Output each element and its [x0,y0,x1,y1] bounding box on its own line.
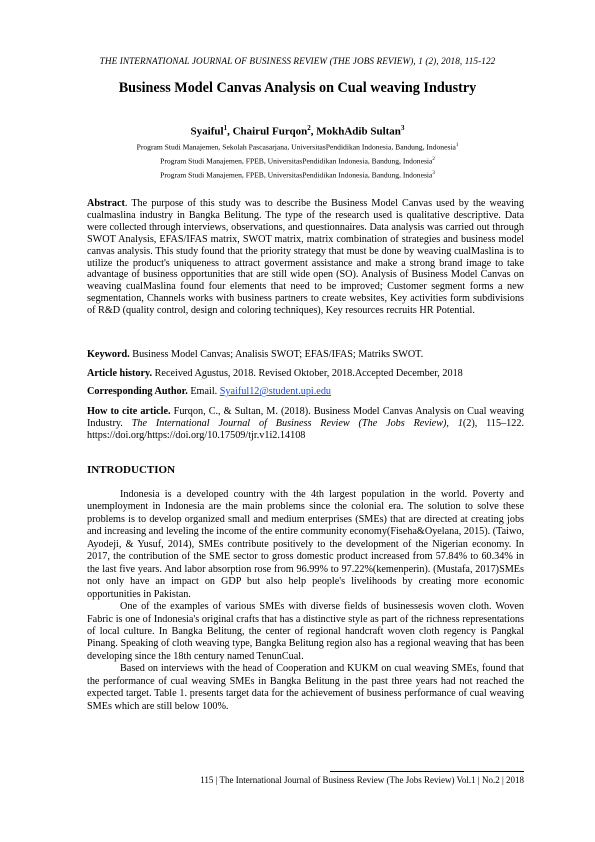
author-affil-marker: 1 [223,124,228,132]
affiliation-marker: 1 [455,143,459,148]
section-heading: INTRODUCTION [87,464,176,476]
body-paragraph: Based on interviews with the head of Cooperation and KUKM on cual weaving SMEs, found that the performance of cual weaving SMEs in Bangka Belitung in the past three years had not reached the expected target. Table 1. presents target data for the achievement of business performance of cual weaving SMEs which are still below 100%. [87,663,524,712]
corresponding-label: Corresponding Author. [87,386,188,397]
paper-title: Business Model Canvas Analysis on Cual weaving Industry [118,80,477,96]
author-separator: , [310,125,317,138]
keyword-label: Keyword. [87,349,130,360]
cite-text: Furqon, C., & Sultan, M. (2018). Business Model Canvas Analysis on Cual weaving Industry. [87,406,524,429]
affiliation [0,168,595,182]
body-paragraph: Indonesia is a developed country with the 4th largest population in the world. Poverty and unemployment in Indonesia are the main problems since the colonial era. The solution to solve these problems is to develop organized small and medium enterprises (SMEs) that are directed at creating jobs and increasing and leveling the income of the entire community economy(Fiseha&Oyelana, 2015). (Taiwo, Ayodeji, & Yusuf, 2014), SMEs contribute positively to the development of the Nigerian economy. In 2017, the contribution of the SME sector to gross domestic product increased from 57.84% to 60.34% in the last five years. And labor absorption rose from 96.99% to 97.22%(kemenperin). (Mustafa, 2017)SMEs not only have an impact on GDP but also help people's livelihoods by creating more economic opportunities in Pakistan. [87,489,524,600]
abstract-text: . The purpose of this study was to describe the Business Model Canvas used by the weaving cualmaslina industry in Bangka Belitung. The type of the research used is qualitative descriptive. Data were collected through interviews, observations, and questionnaires. Data analysis was carried out through SWOT Analysis, EFAS/IFAS matrix, SWOT matrix, matrix combination of strategies and business model canvas analysis. This study found that the priority strategy that must be done by weaving cualMaslina is to utilize the product's uniqueness to attract goverment assistance and make a strong brand image to take advantage of business opportunities that are still wide open (SO). Analysis of Business Model Canvas on weaving cualMaslina found four elements that need to be improved; Customer segment forms a new segmentation, Channels works with business partners to create websites, Key activities form subdivisions of R&D (quality control, design and coloring techniques), Key resources recruits HR Potential. [87,198,524,317]
cite-label: How to cite article. [87,406,171,417]
affiliation-text: Program Studi Manajemen, FPEB, UniversitasPendidikan Indonesia, Bandung, Indonesia [160,170,433,180]
affiliation [0,154,595,168]
article-history [87,368,524,380]
keyword-text: Business Model Canvas; Analisis SWOT; EFAS/IFAS; Matriks SWOT. [129,349,424,360]
author-name: Chairul Furqon [232,125,308,138]
affiliation-marker: 3 [432,170,435,176]
affiliation [0,140,595,154]
journal-header: THE INTERNATIONAL JOURNAL OF BUSINESS REVIEW (THE JOBS REVIEW), 1 (2), 2018, 115-122 [99,56,496,66]
page-footer: 115 | The International Journal of Business Review (The Jobs Review) Vol.1 | No.2 | 2018 [200,775,524,785]
author-affil-marker: 3 [400,124,405,132]
footer-rule [330,771,524,772]
abstract-label: Abstract [87,198,125,209]
author-name: Syaiful [190,125,224,138]
author-list [0,124,595,138]
affiliation-marker: 2 [432,156,435,162]
affiliation-text: Program Studi Manajemen, FPEB, UniversitasPendidikan Indonesia, Bandung, Indonesia [160,156,433,166]
introduction-body [87,489,524,713]
history-label: Article history. [87,368,153,379]
cite-text: , [446,417,458,429]
history-text: Received Agustus, 2018. Revised Oktober, 2018.Accepted December, 2018 [152,368,463,379]
cite-volume: 1 [457,417,463,429]
cite-journal: The International Journal of Business Review (The Jobs Review) [131,417,447,429]
affiliation-list [0,140,595,182]
corresponding-author [87,386,524,398]
corresponding-prefix: Email. [187,386,220,397]
author-separator: , [227,125,233,138]
author-name: MokhAdib Sultan [316,125,401,138]
author-affil-marker: 2 [307,124,311,132]
cite-text: (2), 115–122. https://doi.org/https://doi.org/10.17509/tjr.v1i2.14108 [87,417,525,441]
keywords [87,349,524,361]
abstract [87,198,524,317]
body-paragraph: One of the examples of various SMEs with diverse fields of businessesis woven cloth. Woven Fabric is one of Indonesia's original crafts that has a distinctive style as part of the richness representations of local culture. In Bangka Belitung, the center of regional handcraft woven cloth regency is Pangkal Pinang. Speaking of cloth weaving type, Bangka Belitung region also has a regional weaving that has been developing since the 18th century named TenunCual. [87,601,524,662]
citation [87,406,524,442]
affiliation-text: Program Studi Manajemen, Sekolah Pascasarjana, UniversitasPendidikan Indonesia, Bandung, Indonesia [136,142,456,152]
author-email-link[interactable]: Syaiful12@student.upi.edu [219,386,332,397]
